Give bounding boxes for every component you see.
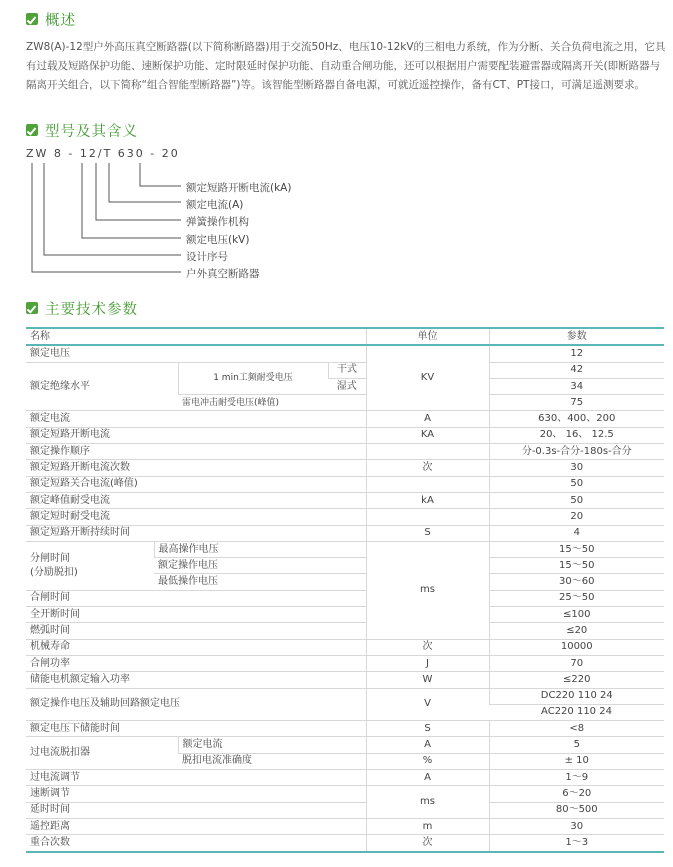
- table-row: [26, 770, 664, 786]
- table-cell: 额定短路开断电流次数: [26, 460, 366, 476]
- unit-cell: ms: [366, 786, 489, 819]
- model-diagram-lines: [26, 158, 196, 283]
- unit-cell: S: [366, 525, 489, 541]
- value-cell: DC220 110 24: [489, 688, 664, 704]
- value-cell: 20: [489, 509, 664, 525]
- table-cell: 全开断时间: [26, 607, 366, 623]
- unit-cell: V: [366, 688, 489, 721]
- value-cell: 20、 16、 12.5: [489, 427, 664, 443]
- table-cell: 额定操作电压及辅助回路额定电压: [26, 688, 366, 721]
- table-cell: 1 min工频耐受电压: [178, 362, 328, 395]
- table-cell: 延时时间: [26, 802, 366, 818]
- table-cell: 额定操作顺序: [26, 444, 366, 460]
- table-row: [26, 362, 664, 378]
- unit-cell: 次: [366, 460, 489, 476]
- value-cell: 75: [489, 395, 664, 411]
- value-cell: AC220 110 24: [489, 704, 664, 720]
- value-cell: 15～50: [489, 558, 664, 574]
- table-row: [26, 590, 664, 606]
- value-cell: ≤220: [489, 672, 664, 688]
- value-cell: 5: [489, 737, 664, 753]
- table-cell: 燃弧时间: [26, 623, 366, 639]
- table-cell: 额定电流: [26, 411, 366, 427]
- table-row: [26, 476, 664, 492]
- table-row: [26, 721, 664, 737]
- table-row: [26, 802, 664, 818]
- open-time-label: 分闸时间: [30, 552, 70, 564]
- spec-table: [26, 327, 664, 853]
- table-cell: 最高操作电压: [154, 541, 366, 557]
- value-cell: 50: [489, 476, 664, 492]
- value-cell: 6～20: [489, 786, 664, 802]
- table-row: [26, 607, 664, 623]
- section-title: 型号及其含义: [45, 123, 138, 140]
- value-cell: 30～60: [489, 574, 664, 590]
- legend-item: 户外真空断路器: [186, 268, 260, 280]
- section-overview-header: [26, 10, 76, 28]
- table-cell: 额定短路关合电流(峰值): [26, 476, 366, 492]
- section-title: 主要技术参数: [45, 301, 138, 318]
- header-name: 名称: [26, 328, 366, 345]
- table-cell: 额定操作电压: [154, 558, 366, 574]
- unit-cell: kA: [366, 492, 489, 508]
- value-cell: ± 10: [489, 753, 664, 769]
- table-row: [26, 818, 664, 834]
- table-row: [26, 411, 664, 427]
- value-cell: 10000: [489, 639, 664, 655]
- table-cell: 储能电机额定输入功率: [26, 672, 366, 688]
- unit-cell: A: [366, 770, 489, 786]
- unit-cell: W: [366, 672, 489, 688]
- value-cell: 1～9: [489, 770, 664, 786]
- value-cell: 25～50: [489, 590, 664, 606]
- table-cell: 雷电冲击耐受电压(峰值): [178, 395, 366, 411]
- table-cell: [26, 541, 154, 590]
- header-value: 参数: [489, 328, 664, 345]
- value-cell: 42: [489, 362, 664, 378]
- check-icon: [26, 124, 38, 136]
- table-row: [26, 427, 664, 443]
- table-cell: 过电流脱扣器: [26, 737, 178, 770]
- table-cell: 额定电压: [26, 345, 366, 362]
- unit-cell: %: [366, 753, 489, 769]
- table-cell: 机械寿命: [26, 639, 366, 655]
- unit-cell: [366, 476, 489, 492]
- unit-cell: S: [366, 721, 489, 737]
- table-cell: 过电流调节: [26, 770, 366, 786]
- unit-cell: KV: [366, 345, 489, 411]
- value-cell: 12: [489, 345, 664, 362]
- table-row: [26, 672, 664, 688]
- section-params-header: [26, 299, 138, 317]
- value-cell: 30: [489, 818, 664, 834]
- value-cell: 34: [489, 378, 664, 394]
- table-cell: 额定电压下储能时间: [26, 721, 366, 737]
- table-row: [26, 688, 664, 704]
- table-header-row: [26, 328, 664, 345]
- table-cell: 最低操作电压: [154, 574, 366, 590]
- table-row: [26, 541, 664, 557]
- table-cell: 额定峰值耐受电流: [26, 492, 366, 508]
- unit-cell: [366, 509, 489, 525]
- value-cell: 70: [489, 655, 664, 671]
- legend-item: 弹簧操作机构: [186, 216, 249, 228]
- value-cell: 630、400、200: [489, 411, 664, 427]
- table-row: [26, 444, 664, 460]
- legend-item: 额定电流(A): [186, 199, 244, 211]
- table-row: [26, 835, 664, 852]
- table-cell: 额定短路开断持续时间: [26, 525, 366, 541]
- table-cell: 重合次数: [26, 835, 366, 852]
- table-cell: 脱扣电流准确度: [178, 753, 366, 769]
- table-row: [26, 345, 664, 362]
- table-cell: 速断调节: [26, 786, 366, 802]
- table-row: [26, 460, 664, 476]
- table-cell: 额定短路开断电流: [26, 427, 366, 443]
- unit-cell: [366, 444, 489, 460]
- table-row: [26, 655, 664, 671]
- overview-paragraph: ZW8(A)-12型户外高压真空断路器(以下简称断路器)用于交流50Hz、电压10-12kV的三相电力系统，作为分断、关合负荷电流之用，它具有过载及短路保护功能、速断保护功能、定时限延时保护功能、自动重合闸功能，还可以根据用户需要配装避雷器或隔离开关(即断路器与隔离开关组合，以下简称“组合智能型断路器”)等。该智能型断路器自备电源，可就近遥控操作，备有CT、PT接口，可满足遥测要求。: [26, 41, 666, 91]
- header-unit: 单位: [366, 328, 489, 345]
- check-icon: [26, 302, 38, 314]
- value-cell: ≤100: [489, 607, 664, 623]
- unit-cell: KA: [366, 427, 489, 443]
- value-cell: <8: [489, 721, 664, 737]
- unit-cell: ms: [366, 541, 489, 639]
- table-row: [26, 623, 664, 639]
- legend-item: 额定电压(kV): [186, 234, 250, 246]
- table-row: [26, 492, 664, 508]
- legend-item: 额定短路开断电流(kA): [186, 182, 292, 194]
- table-cell: 遥控距离: [26, 818, 366, 834]
- legend-item: 设计序号: [186, 251, 228, 263]
- unit-cell: 次: [366, 835, 489, 852]
- value-cell: ≤20: [489, 623, 664, 639]
- table-row: [26, 786, 664, 802]
- table-cell: 额定短时耐受电流: [26, 509, 366, 525]
- value-cell: 30: [489, 460, 664, 476]
- table-row: [26, 737, 664, 753]
- value-cell: 4: [489, 525, 664, 541]
- value-cell: 50: [489, 492, 664, 508]
- value-cell: 15～50: [489, 541, 664, 557]
- open-time-sublabel: (分励脱扣): [30, 566, 78, 578]
- value-cell: 80～500: [489, 802, 664, 818]
- unit-cell: m: [366, 818, 489, 834]
- table-cell: 额定绝缘水平: [26, 362, 178, 411]
- table-row: [26, 639, 664, 655]
- table-cell: 合闸功率: [26, 655, 366, 671]
- value-cell: 分-0.3s-合分-180s-合分: [489, 444, 664, 460]
- check-icon: [26, 13, 38, 25]
- model-code: ZW 8 - 12/T 630 - 20: [26, 147, 180, 160]
- section-model-header: [26, 121, 138, 139]
- table-row: [26, 525, 664, 541]
- table-cell: 湿式: [328, 378, 366, 394]
- value-cell: 1～3: [489, 835, 664, 852]
- table-cell: 合闸时间: [26, 590, 366, 606]
- unit-cell: 次: [366, 639, 489, 655]
- unit-cell: J: [366, 655, 489, 671]
- table-cell: 额定电流: [178, 737, 366, 753]
- unit-cell: A: [366, 411, 489, 427]
- table-row: [26, 509, 664, 525]
- table-cell: 干式: [328, 362, 366, 378]
- section-title: 概述: [45, 12, 76, 29]
- unit-cell: A: [366, 737, 489, 753]
